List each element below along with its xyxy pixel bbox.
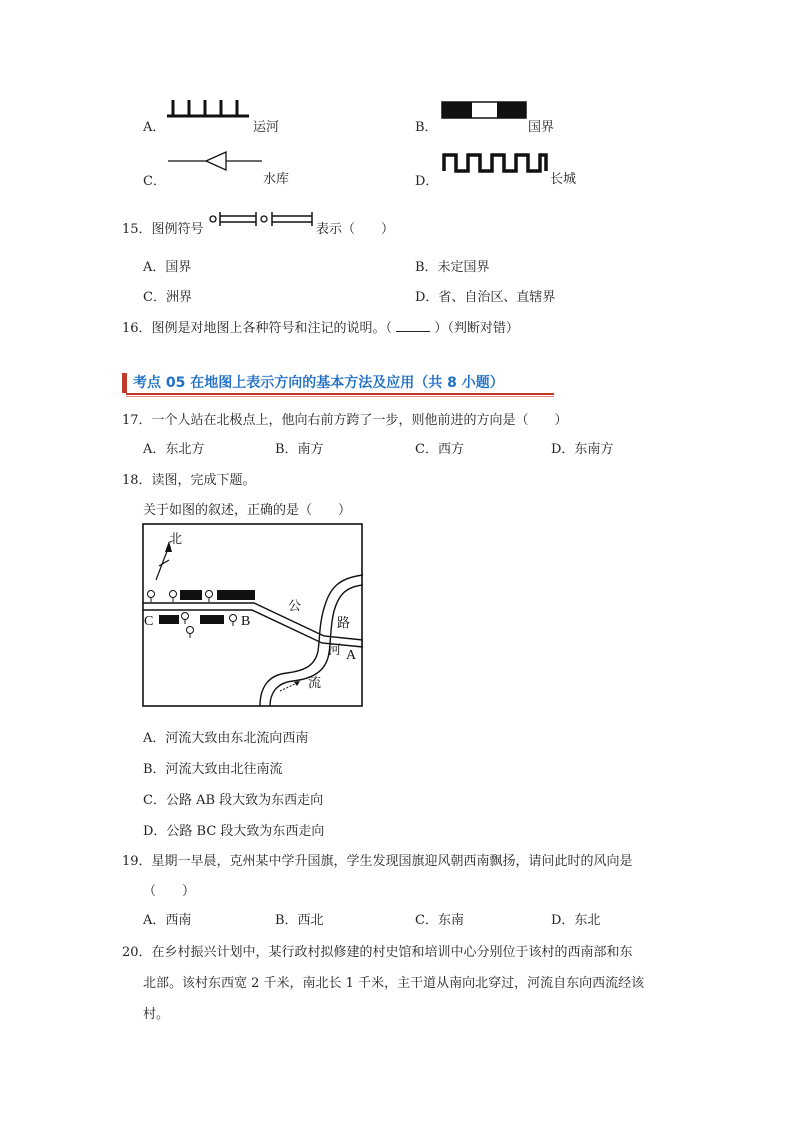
option-letter: C． [143, 174, 166, 189]
q17-option-a[interactable]: A．东北方 [143, 442, 205, 457]
q20-line-2: 北部。该村东西宽 2 千米，南北长 1 千米，主干道从南向北穿过，河流自东向西流经该 [143, 976, 645, 991]
map-label-liu: 流 [308, 676, 322, 691]
q14-option-d[interactable] [415, 170, 438, 189]
q15-option-b[interactable]: B．未定国界 [415, 260, 490, 275]
map-label-he: 河 [328, 643, 342, 658]
section-heading: 考点 05 在地图上表示方向的基本方法及应用（共 8 小题） [122, 373, 504, 393]
q20-line-3: 村。 [143, 1007, 170, 1022]
answer-blank[interactable] [396, 319, 430, 332]
q19-question: 19．星期一早晨，克州某中学升国旗，学生发现国旗迎风朝西南飘扬，请问此时的风向是 [122, 854, 633, 869]
q15-option-a[interactable]: A．国界 [143, 260, 192, 275]
q18-question: 18．读图，完成下题。 [122, 473, 256, 488]
q19-paren: （ ） [143, 884, 196, 899]
q18-option-c[interactable]: C．公路 AB 段大致为东西走向 [143, 793, 324, 808]
map-label-b: B [241, 614, 251, 629]
great-wall-symbol [442, 151, 550, 175]
q19-option-b[interactable]: B．西北 [275, 913, 324, 928]
q15-option-d[interactable]: D．省、自治区、直辖界 [415, 290, 556, 305]
option-letter: D． [415, 174, 439, 189]
q14-option-b-label: 国界 [528, 120, 555, 135]
q19-option-d[interactable]: D．东北 [551, 913, 601, 928]
map-label-a: A [346, 648, 357, 663]
q17-option-d[interactable]: D．东南方 [551, 442, 614, 457]
q18-option-d[interactable]: D．公路 BC 段大致为东西走向 [143, 824, 325, 839]
q14-option-d-label: 长城 [550, 172, 577, 187]
q19-option-c[interactable]: C．东南 [415, 913, 464, 928]
q17-question: 17．一个人站在北极点上，他向右前方跨了一步，则他前进的方向是（ ） [122, 413, 568, 428]
q16-tail: ）（判断对错） [434, 321, 519, 336]
q17-option-b[interactable]: B．南方 [275, 442, 324, 457]
legend-symbol [208, 210, 316, 228]
canal-symbol [165, 96, 251, 120]
q17-option-c[interactable]: C．西方 [415, 442, 464, 457]
q19-option-a[interactable]: A．西南 [143, 913, 192, 928]
q16-text: 16．图例是对地图上各种符号和注记的说明。（ [122, 321, 393, 336]
q15-prefix: 15．图例符号 [122, 222, 204, 237]
q16-question [122, 317, 519, 336]
map-label-c: C [144, 614, 154, 629]
map-figure [142, 523, 364, 708]
north-label: 北 [169, 532, 183, 547]
heading-underline [126, 393, 554, 395]
heading-underline-accent [126, 396, 554, 397]
map-label-gong: 公 [288, 599, 302, 614]
reservoir-symbol [168, 150, 264, 172]
q14-option-a[interactable] [143, 116, 165, 135]
q14-option-c-label: 水库 [263, 172, 290, 187]
q14-option-a-label: 运河 [253, 120, 280, 135]
q20-line-1: 20．在乡村振兴计划中，某行政村拟修建的村史馆和培训中心分别位于该村的西南部和东 [122, 945, 633, 960]
q18-option-b[interactable]: B．河流大致由北往南流 [143, 762, 283, 777]
map-label-lu: 路 [337, 616, 351, 631]
q15-suffix: 表示（ ） [316, 222, 395, 237]
option-letter: A． [143, 120, 166, 135]
q18-subquestion: 关于如图的叙述，正确的是（ ） [143, 503, 352, 518]
q18-option-a[interactable]: A．河流大致由东北流向西南 [143, 731, 309, 746]
q14-option-b[interactable] [415, 116, 438, 135]
q15-option-c[interactable]: C．洲界 [143, 290, 192, 305]
national-border-symbol [441, 101, 527, 119]
option-letter: B． [415, 120, 438, 135]
q14-option-c[interactable] [143, 170, 166, 189]
